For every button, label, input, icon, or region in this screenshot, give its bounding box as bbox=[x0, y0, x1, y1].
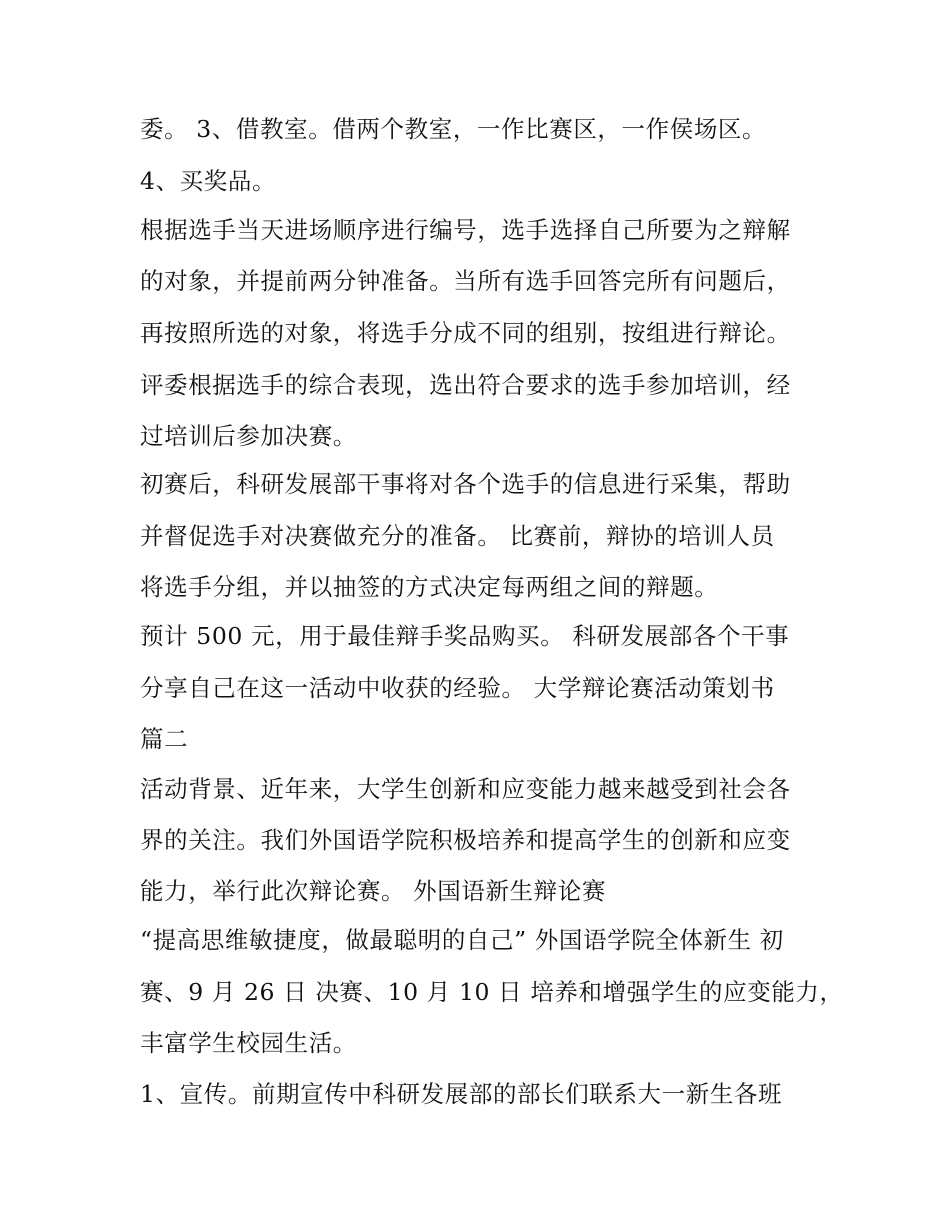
text-line: 并督促选手对决赛做充分的准备。 比赛前，辩协的培训人员 bbox=[140, 522, 775, 550]
text-line: 再按照所选的对象，将选手分成不同的组别，按组进行辩论。 bbox=[140, 319, 791, 347]
text-line: 过培训后参加决赛。 bbox=[140, 422, 357, 450]
text-line: 预计 500 元，用于最佳辩手奖品购买。 科研发展部各个干事 bbox=[140, 622, 790, 650]
text-line: 初赛后，科研发展部干事将对各个选手的信息进行采集，帮助 bbox=[140, 470, 791, 498]
text-line: 评委根据选手的综合表现，选出符合要求的选手参加培训，经 bbox=[140, 371, 791, 399]
text-line: 能力，举行此次辩论赛。 外国语新生辩论赛 bbox=[140, 877, 606, 905]
text-line: 的对象，并提前两分钟准备。当所有选手回答完所有问题后， bbox=[140, 267, 791, 295]
text-line: “提高思维敏捷度，做最聪明的自己” 外国语学院全体新生 初 bbox=[140, 926, 784, 954]
text-line: 将选手分组，并以抽签的方式决定每两组之间的辩题。 bbox=[140, 573, 719, 601]
text-line: 界的关注。我们外国语学院积极培养和提高学生的创新和应变 bbox=[140, 826, 791, 854]
text-line: 篇二 bbox=[140, 725, 189, 753]
text-line: 1、宣传。前期宣传中科研发展部的部长们联系大一新生各班 bbox=[140, 1080, 783, 1108]
text-line: 4、买奖品。 bbox=[140, 167, 277, 195]
text-line: 丰富学生校园生活。 bbox=[140, 1029, 357, 1057]
text-line: 赛、9 月 26 日 决赛、10 月 10 日 培养和增强学生的应变能力， bbox=[140, 978, 844, 1006]
text-line: 根据选手当天进场顺序进行编号，选手选择自己所要为之辩解 bbox=[140, 216, 791, 244]
text-line: 分享自己在这一活动中收获的经验。 大学辩论赛活动策划书 bbox=[140, 674, 775, 702]
text-line: 委。 3、借教室。借两个教室，一作比赛区，一作侯场区。 bbox=[140, 115, 767, 143]
text-line: 活动背景、近年来，大学生创新和应变能力越来越受到社会各 bbox=[140, 775, 791, 803]
